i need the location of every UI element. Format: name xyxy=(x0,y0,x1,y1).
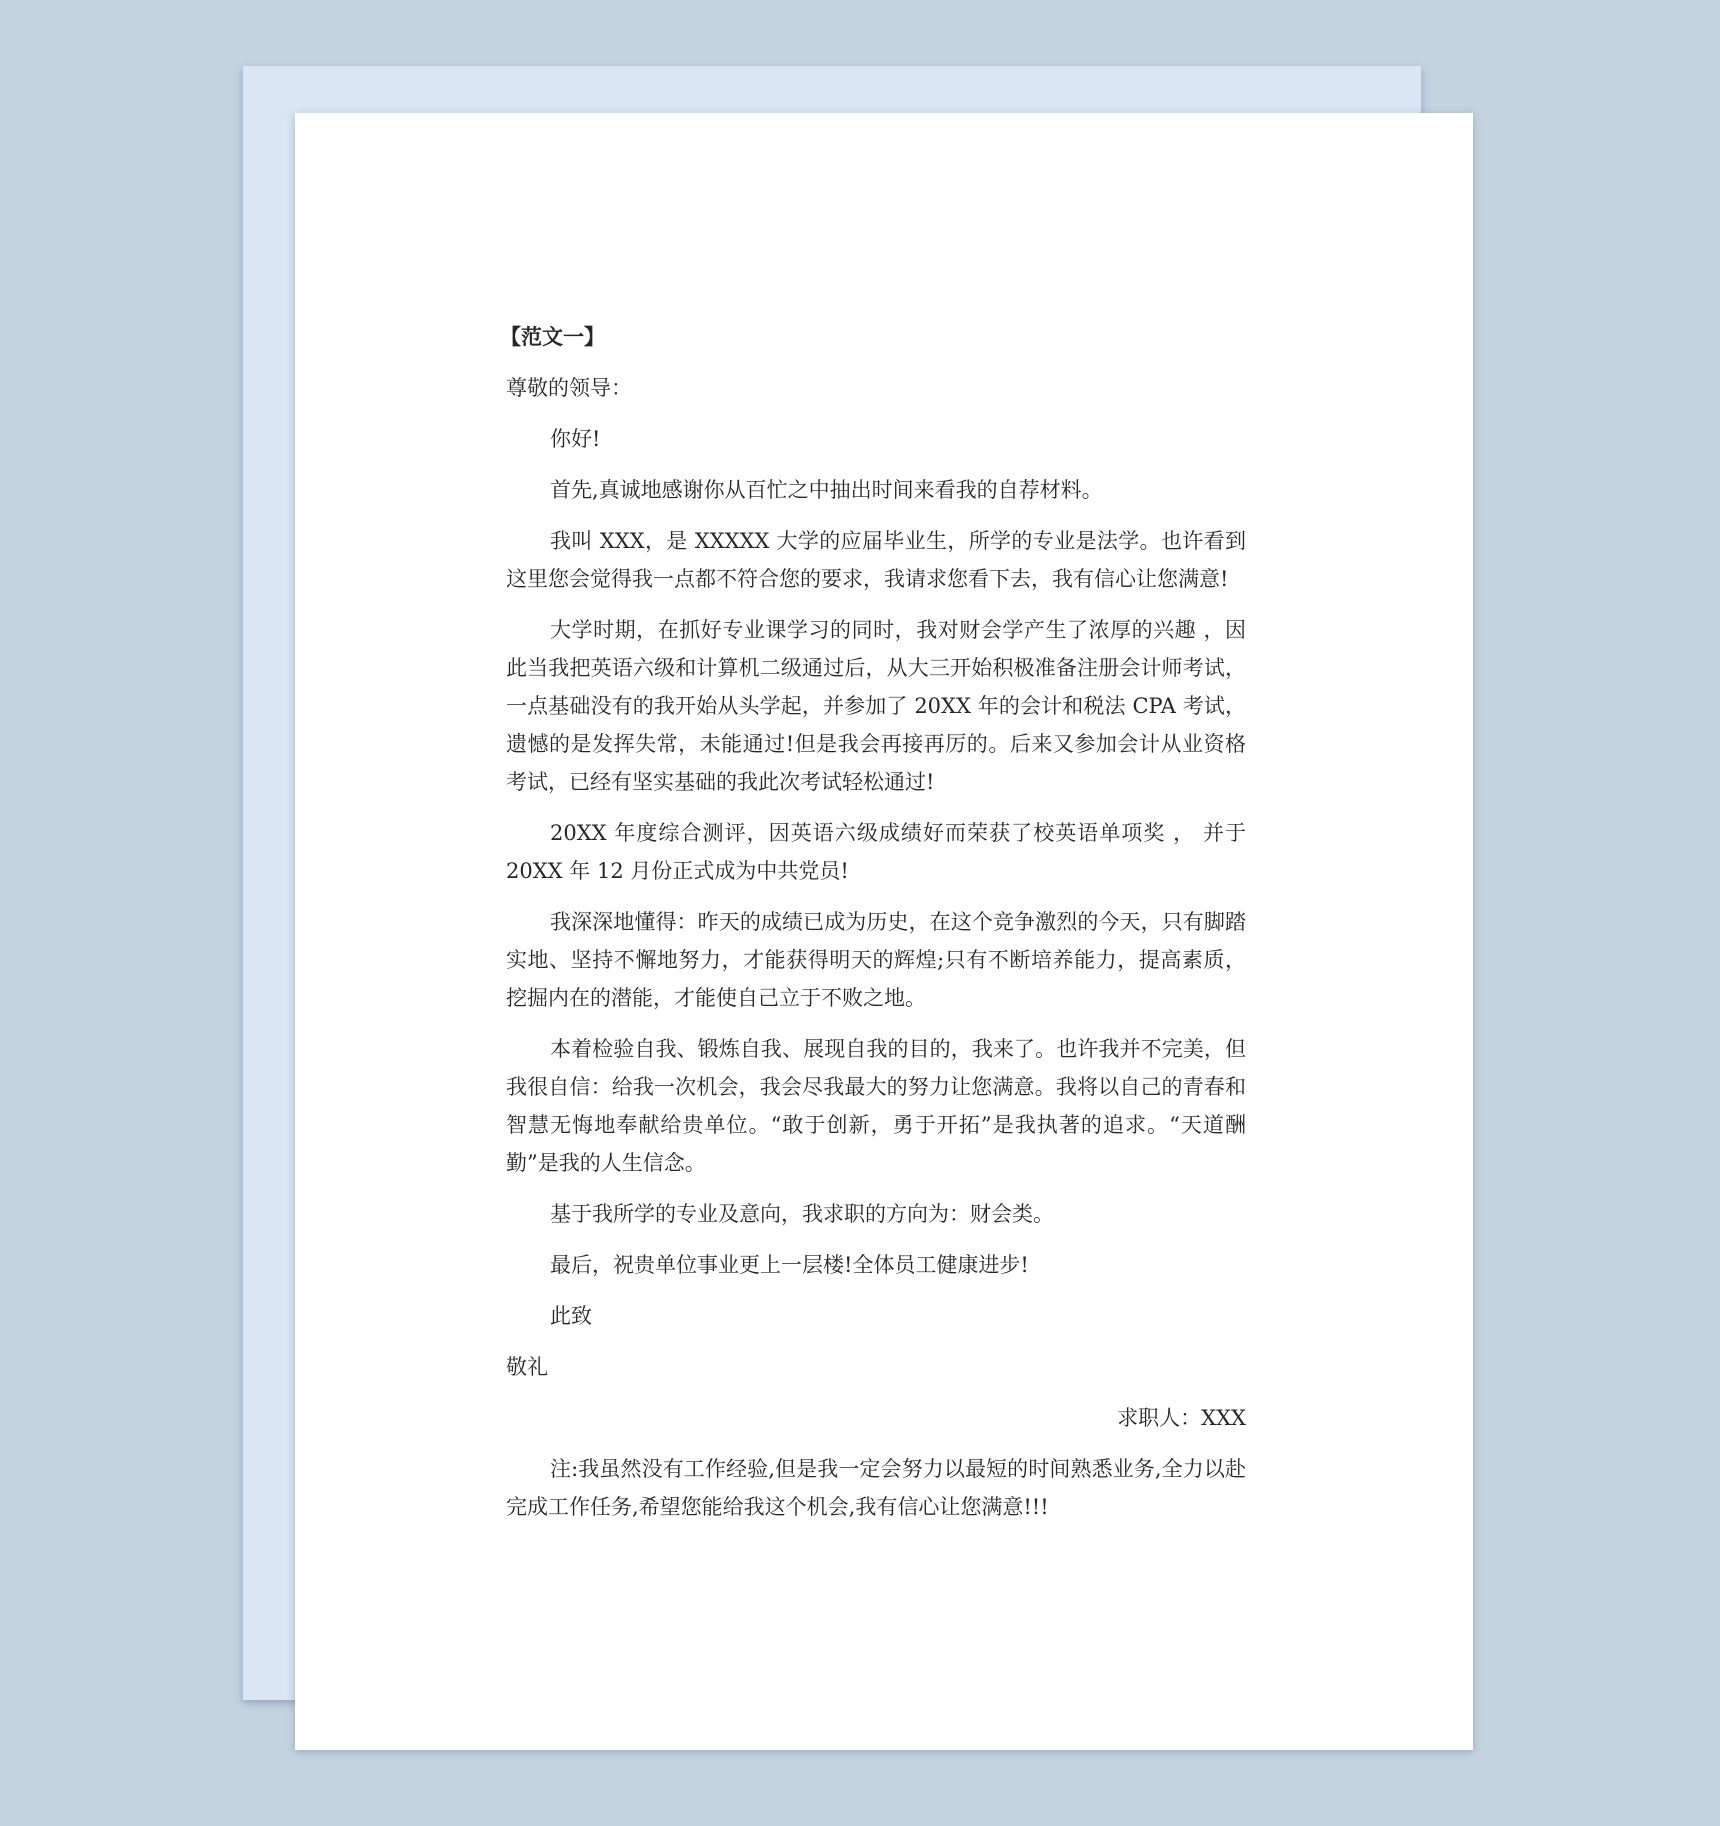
signature: 求职人：XXX xyxy=(1117,1406,1246,1430)
greeting: 你好! xyxy=(550,427,601,451)
salutation: 尊敬的领导： xyxy=(506,376,632,400)
note-paragraph: 注:我虽然没有工作经验,但是我一定会努力以最短的时间熟悉业务,全力以赴完成工作任务,希望您能给我这个机会,我有信心让您满意!!! xyxy=(506,1457,1246,1519)
paragraph-wishes: 最后，祝贵单位事业更上一层楼!全体员工健康进步! xyxy=(550,1253,1029,1277)
document-body xyxy=(500,318,1246,1539)
paragraph-intro: 我叫 XXX，是 XXXXX 大学的应届毕业生，所学的专业是法学。也许看到这里您会觉得我一点都不符合您的要求，我请求您看下去，我有信心让您满意! xyxy=(506,529,1246,591)
paragraph-purpose: 本着检验自我、锻炼自我、展现自我的目的，我来了。也许我并不完美，但我很自信：给我一次机会，我会尽我最大的努力让您满意。我将以自己的青春和智慧无悔地奉献给贵单位。“敢于创新，勇于开拓”是我执著的追求。“天道酬勤”是我的人生信念。 xyxy=(506,1037,1246,1175)
paragraph-awards: 20XX 年度综合测评，因英语六级成绩好而荣获了校英语单项奖 ， 并于 20XX 年 12 月份正式成为中共党员! xyxy=(506,821,1246,883)
paragraph-understanding: 我深深地懂得：昨天的成绩已成为历史，在这个竞争激烈的今天，只有脚踏实地、坚持不懈地努力，才能获得明天的辉煌;只有不断培养能力，提高素质，挖掘内在的潜能，才能使自己立于不败之地。 xyxy=(506,910,1246,1010)
closing-line-2: 敬礼 xyxy=(506,1355,548,1379)
closing-line-1: 此致 xyxy=(550,1304,592,1328)
document-heading: 【范文一】 xyxy=(500,324,605,349)
paragraph-thanks: 首先,真诚地感谢你从百忙之中抽出时间来看我的自荐材料。 xyxy=(550,478,1103,502)
paragraph-university: 大学时期，在抓好专业课学习的同时，我对财会学产生了浓厚的兴趣 ，因此当我把英语六级和计算机二级通过后，从大三开始积极准备注册会计师考试，一点基础没有的我开始从头学起，并参加了 20XX 年的会计和税法 CPA 考试，遗憾的是发挥失常，未能通过!但是我会再接再厉的。后来又参加会计从业资格考试，已经有坚实基础的我此次考试轻松通过! xyxy=(506,618,1246,794)
paragraph-direction: 基于我所学的专业及意向，我求职的方向为：财会类。 xyxy=(550,1202,1054,1226)
